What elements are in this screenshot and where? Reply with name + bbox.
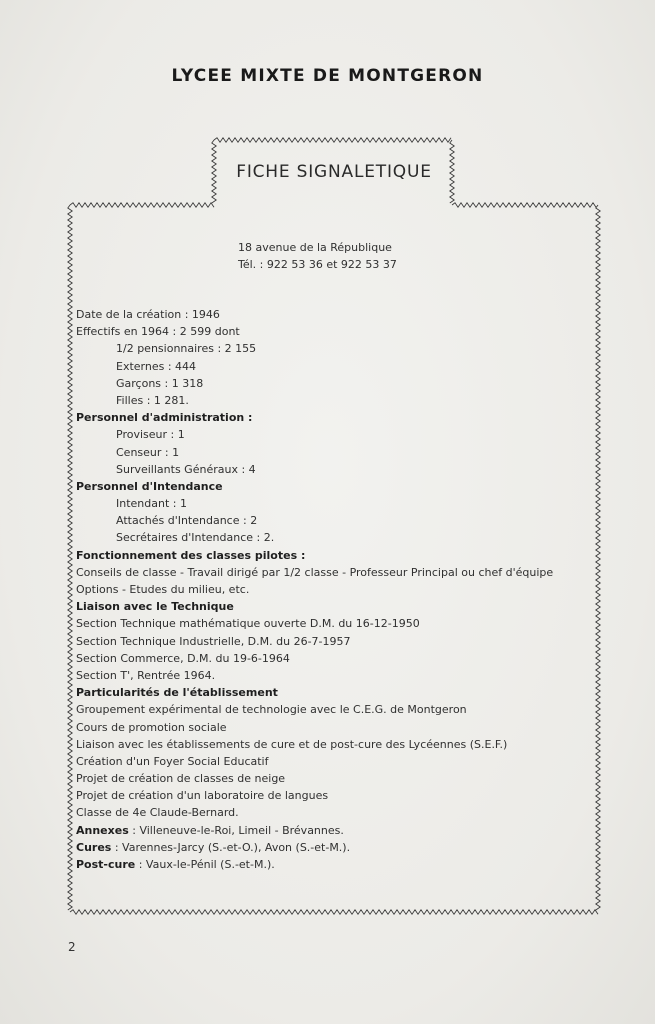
info-subline: Filles : 1 281. — [116, 393, 189, 407]
info-line: Section Technique mathématique ouverte D.M. du 16-12-1950 — [76, 617, 420, 631]
address-block — [238, 239, 397, 273]
line-label: Cures — [76, 840, 112, 854]
address-phone: Tél. : 922 53 36 et 922 53 37 — [238, 258, 397, 271]
info-subline: Surveillants Généraux : 4 — [116, 462, 256, 476]
info-list — [76, 306, 596, 873]
info-line: Création d'un Foyer Social Educatif — [76, 754, 269, 768]
info-line: Section Commerce, D.M. du 19-6-1964 — [76, 651, 290, 665]
info-subline: Attachés d'Intendance : 2 — [116, 514, 258, 528]
school-title: LYCEE MIXTE DE MONTGERON — [171, 66, 484, 86]
info-line: Liaison avec les établissements de cure et de post-cure des Lycéennes (S.E.F.) — [76, 737, 508, 751]
info-line: Cures : Varennes-Jarcy (S.-et-O.), Avon (S.-et-M.). — [76, 840, 351, 854]
info-line: Options - Etudes du milieu, etc. — [76, 583, 250, 596]
info-line: Annexes : Villeneuve-le-Roi, Limeil - Brévannes. — [76, 823, 344, 837]
info-subline: Garçons : 1 318 — [116, 376, 204, 390]
info-line: Projet de création de classes de neige — [76, 772, 286, 786]
info-line: Classe de 4e Claude-Bernard. — [76, 806, 239, 820]
section-heading: Personnel d'Intendance — [76, 479, 223, 493]
info-subline: Censeur : 1 — [116, 445, 180, 459]
info-subline: Externes : 444 — [116, 359, 197, 373]
page-number: 2 — [68, 940, 76, 954]
info-line: Section T', Rentrée 1964. — [76, 668, 216, 682]
form-title: FICHE SIGNALETIQUE — [236, 162, 432, 182]
info-subline: Intendant : 1 — [116, 497, 187, 511]
line-label: Post-cure — [76, 858, 136, 871]
section-heading: Fonctionnement des classes pilotes : — [76, 548, 306, 562]
info-line: Cours de promotion sociale — [76, 720, 227, 734]
info-line: Section Technique Industrielle, D.M. du 26-7-1957 — [76, 634, 351, 648]
info-subline: Proviseur : 1 — [116, 428, 185, 442]
info-subline: 1/2 pensionnaires : 2 155 — [116, 342, 257, 356]
info-line: Date de la création : 1946 — [76, 308, 220, 321]
info-subline: Secrétaires d'Intendance : 2. — [116, 531, 275, 545]
line-label: Annexes — [76, 823, 129, 837]
info-line: Conseils de classe - Travail dirigé par 1/2 classe - Professeur Principal ou chef d'équipe — [76, 565, 554, 579]
info-line: Effectifs en 1964 : 2 599 dont — [76, 325, 240, 339]
address-street: 18 avenue de la République — [238, 241, 392, 254]
section-heading: Liaison avec le Technique — [76, 600, 234, 614]
info-line: Groupement expérimental de technologie avec le C.E.G. de Montgeron — [76, 703, 467, 717]
section-heading: Personnel d'administration : — [76, 411, 253, 425]
section-heading: Particularités de l'établissement — [76, 686, 278, 700]
info-line: Projet de création d'un laboratoire de langues — [76, 789, 329, 803]
info-line: Post-cure : Vaux-le-Pénil (S.-et-M.). — [76, 858, 275, 871]
